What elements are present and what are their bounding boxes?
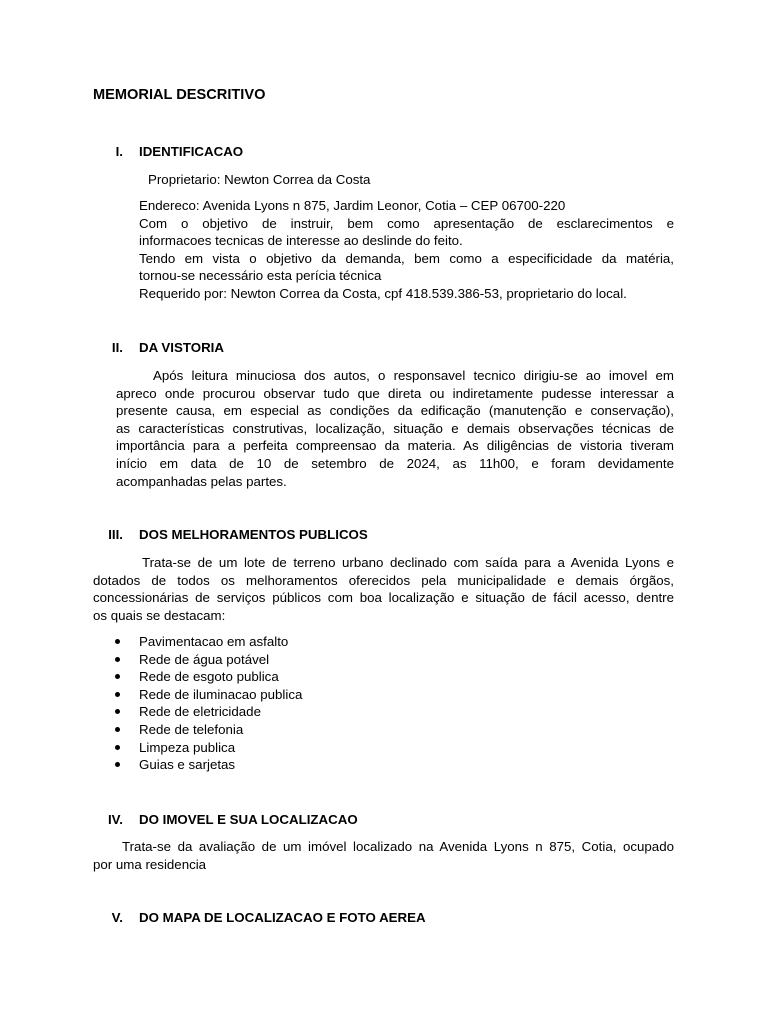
section-title: DOS MELHORAMENTOS PUBLICOS xyxy=(139,527,368,542)
list-item xyxy=(111,686,302,704)
owner-line xyxy=(148,171,678,189)
list-item xyxy=(111,756,302,774)
improvements-list xyxy=(111,633,302,774)
section-title: DO MAPA DE LOCALIZACAO E FOTO AEREA xyxy=(139,910,426,925)
address-text: Endereco: Avenida Lyons n 875, Jardim Leonor, Cotia – CEP 06700-220 xyxy=(139,198,566,213)
demand-line-2: tornou-se necessário esta perícia técnica xyxy=(139,268,382,284)
section-number: IV. xyxy=(107,812,123,827)
section-title: IDENTIFICACAO xyxy=(139,144,244,159)
requested-text: Requerido por: Newton Correa da Costa, cpf 418.539.386-53, proprietario do local. xyxy=(139,285,627,301)
section-number: V. xyxy=(111,910,123,925)
list-item xyxy=(111,703,302,721)
melhoramentos-paragraph xyxy=(93,554,674,624)
section-heading-identificacao xyxy=(93,143,244,161)
paragraph-line: concessionárias de serviços públicos com boa localização e situação de fácil acesso, dentre xyxy=(93,590,674,606)
paragraph-line: Trata-se de um lote de terreno urbano declinado com saída para a Avenida Lyons e xyxy=(142,555,674,570)
paragraph-line: acompanhadas pelas partes. xyxy=(116,473,287,489)
owner-text: Proprietario: Newton Correa da Costa xyxy=(148,172,371,187)
identification-body xyxy=(139,197,674,303)
bullet-icon xyxy=(115,727,120,732)
paragraph-line: dotados de todos os melhoramentos oferecidos pela municipalidade e demais órgãos, xyxy=(93,572,674,588)
list-item-text: Rede de eletricidade xyxy=(139,704,261,720)
section-number: II. xyxy=(111,340,123,355)
document-title: MEMORIAL DESCRITIVO xyxy=(93,87,266,103)
paragraph-line: importância para a perfeita compreensao da materia. As diligências de vistoria tiveram xyxy=(116,438,674,454)
paragraph-line: Trata-se da avaliação de um imóvel localizado na Avenida Lyons n 875, Cotia, ocupado xyxy=(122,839,674,854)
paragraph-line: presente causa, em especial as condições da edificação (manutenção e conservação), xyxy=(116,403,674,419)
paragraph-line: início em data de 10 de setembro de 2024, as 11h00, e foram devidamente xyxy=(116,455,674,471)
imovel-paragraph xyxy=(93,838,674,873)
paragraph-line: Após leitura minuciosa dos autos, o responsavel tecnico dirigiu-se ao imovel em xyxy=(153,368,674,383)
section-number: I. xyxy=(115,144,123,159)
paragraph-line: as características construtivas, localização, situação e demais observações técnicas de xyxy=(116,420,674,436)
list-item xyxy=(111,633,302,651)
section-heading-imovel xyxy=(93,811,358,829)
section-title: DA VISTORIA xyxy=(139,340,224,355)
objective-line-2: informacoes tecnicas de interesse ao deslinde do feito. xyxy=(139,233,463,249)
list-item-text: Rede de esgoto publica xyxy=(139,669,279,685)
bullet-icon xyxy=(115,639,120,644)
list-item-text: Rede de telefonia xyxy=(139,721,244,737)
list-item-text: Guias e sarjetas xyxy=(139,757,236,773)
list-item-text: Rede de iluminacao publica xyxy=(139,686,303,702)
list-item xyxy=(111,739,302,757)
demand-line-1: Tendo em vista o objetivo da demanda, bem como a especificidade da matéria, xyxy=(139,250,674,266)
section-title: DO IMOVEL E SUA LOCALIZACAO xyxy=(139,812,358,827)
vistoria-paragraph xyxy=(116,367,674,490)
bullet-icon xyxy=(115,762,120,767)
bullet-icon xyxy=(115,692,120,697)
list-item xyxy=(111,668,302,686)
bullet-icon xyxy=(115,674,120,679)
list-item-text: Rede de água potável xyxy=(139,651,270,667)
list-item-text: Pavimentacao em asfalto xyxy=(139,634,289,649)
list-item xyxy=(111,651,302,669)
list-item-text: Limpeza publica xyxy=(139,739,236,755)
bullet-icon xyxy=(115,709,120,714)
paragraph-line: apreco onde procurou observar tudo que direta ou indiretamente pudesse interessar a xyxy=(116,385,674,401)
section-heading-mapa xyxy=(93,909,426,927)
paragraph-line: os quais se destacam: xyxy=(93,607,226,623)
section-heading-vistoria xyxy=(93,339,224,357)
bullet-icon xyxy=(115,745,120,750)
paragraph-line: por uma residencia xyxy=(93,856,207,872)
section-heading-melhoramentos xyxy=(93,526,368,544)
list-item xyxy=(111,721,302,739)
section-number: III. xyxy=(108,527,123,542)
objective-line-1: Com o objetivo de instruir, bem como apresentação de esclarecimentos e xyxy=(139,215,674,231)
bullet-icon xyxy=(115,657,120,662)
